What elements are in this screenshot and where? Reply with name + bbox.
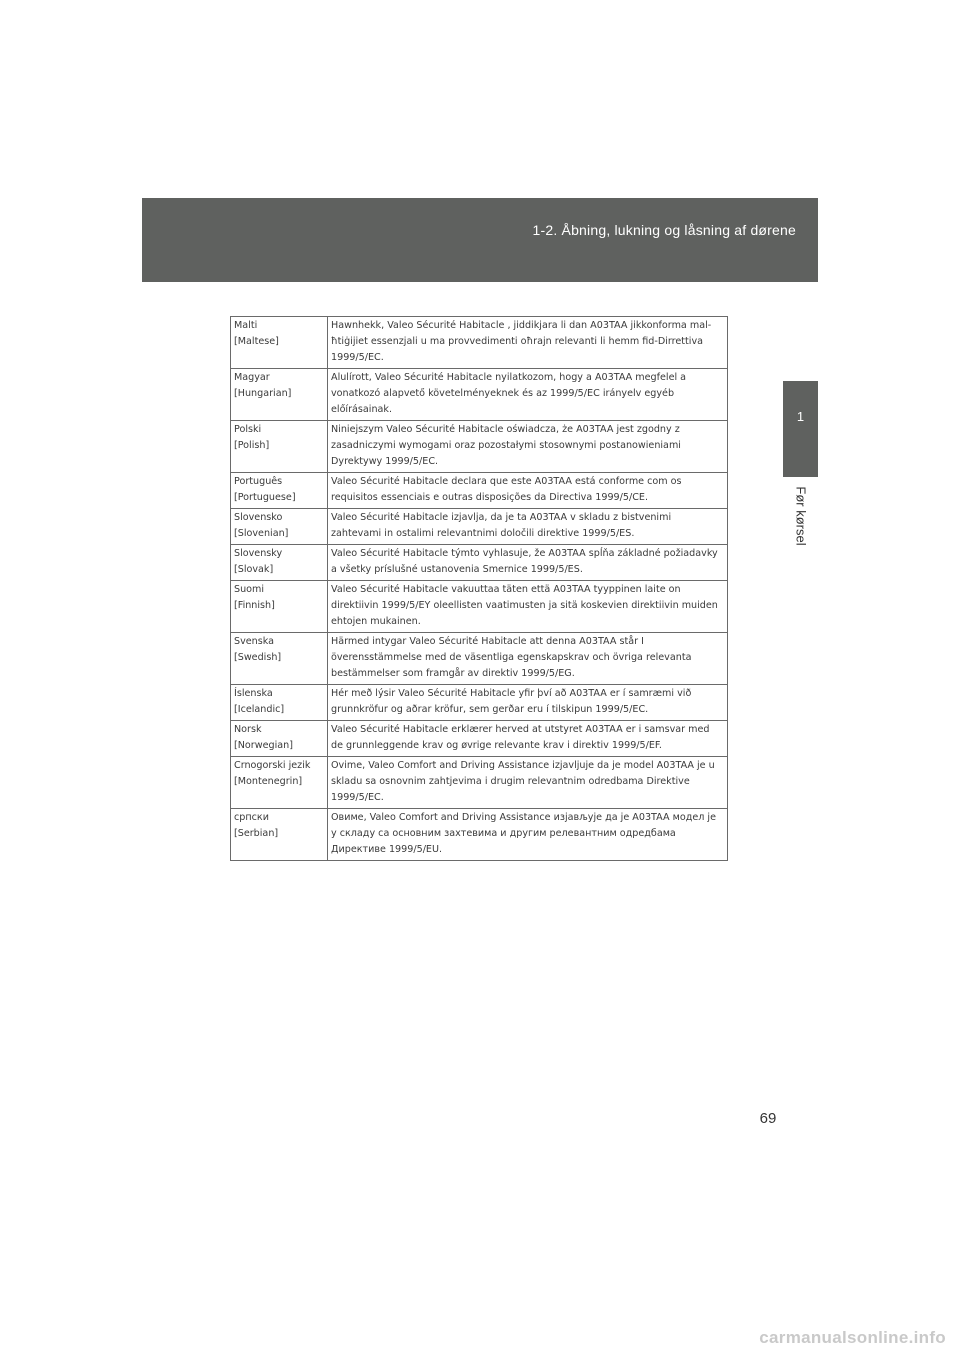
language-english-name: [Maltese]: [234, 336, 279, 347]
language-english-name: [Slovak]: [234, 564, 274, 575]
language-cell: [231, 685, 328, 721]
language-native-name: Suomi: [234, 584, 265, 595]
language-english-name: [Icelandic]: [234, 704, 285, 715]
table-row: [231, 721, 728, 757]
chapter-tab: [783, 381, 818, 477]
language-english-name: [Swedish]: [234, 652, 282, 663]
language-english-name: [Polish]: [234, 440, 270, 451]
declaration-text: Hawnhekk, Valeo Sécurité Habitacle , jiddikjara li dan A03TAA jikkonforma mal-ħtiġijiet essenzjali u ma provvedimenti oħrajn relevanti li hemm fid-Dirrettiva 1999/5/EC.: [328, 317, 728, 369]
language-cell: [231, 369, 328, 421]
chapter-label: [791, 476, 811, 556]
section-title: 1-2. Åbning, lukning og låsning af dørene: [532, 222, 796, 238]
table-row: [231, 545, 728, 581]
table-row: [231, 633, 728, 685]
language-english-name: [Finnish]: [234, 600, 275, 611]
language-cell: [231, 581, 328, 633]
table-row: [231, 421, 728, 473]
declaration-text: Niniejszym Valeo Sécurité Habitacle oświadcza, że A03TAA jest zgodny z zasadniczymi wymogami oraz pozostałymi stosownymi postanowieniami Dyrektywy 1999/5/EC.: [328, 421, 728, 473]
declaration-text: Овиме, Valeo Comfort and Driving Assistance изјављује да је A03TAA модел је у складу са основним захтевима и другим релевантним одредбама Директиве 1999/5/EU.: [328, 809, 728, 861]
language-native-name: Slovensko: [234, 512, 283, 523]
declaration-table-body: [231, 317, 728, 861]
language-native-name: Íslenska: [234, 688, 273, 699]
language-native-name: Slovensky: [234, 548, 283, 559]
table-row: [231, 369, 728, 421]
table-row: [231, 317, 728, 369]
language-cell: [231, 473, 328, 509]
language-native-name: Malti: [234, 320, 258, 331]
table-row: [231, 509, 728, 545]
watermark: carmanualsonline.info: [759, 1328, 946, 1347]
language-native-name: Magyar: [234, 372, 270, 383]
declaration-text: Valeo Sécurité Habitacle erklærer herved at utstyret A03TAA er i samsvar med de grunnleggende krav og øvrige relevante krav i direktiv 1999/5/EF.: [328, 721, 728, 757]
table-row: [231, 757, 728, 809]
chapter-number: 1: [796, 409, 805, 424]
language-native-name: српски: [234, 812, 269, 823]
language-cell: [231, 809, 328, 861]
language-cell: [231, 545, 328, 581]
language-native-name: Português: [234, 476, 283, 487]
table-row: [231, 809, 728, 861]
language-cell: [231, 633, 328, 685]
declaration-text: Valeo Sécurité Habitacle vakuuttaa täten että A03TAA tyyppinen laite on direktiivin 1999/5/EY oleellisten vaatimusten ja sitä koskevien direktiivin muiden ehtojen mukainen.: [328, 581, 728, 633]
table-row: [231, 473, 728, 509]
declaration-text: Valeo Sécurité Habitacle declara que este A03TAA está conforme com os requisitos essenciais e outras disposições da Directiva 1999/5/CE.: [328, 473, 728, 509]
language-english-name: [Portuguese]: [234, 492, 296, 503]
declaration-text: Härmed intygar Valeo Sécurité Habitacle att denna A03TAA står I överensstämmelse med de väsentliga egenskapskrav och övriga relevanta bestämmelser som framgår av direktiv 1999/5/EG.: [328, 633, 728, 685]
language-native-name: Norsk: [234, 724, 262, 735]
table-row: [231, 581, 728, 633]
language-english-name: [Serbian]: [234, 828, 279, 839]
language-cell: [231, 721, 328, 757]
language-native-name: Crnogorski jezik: [234, 760, 311, 771]
declaration-text: Valeo Sécurité Habitacle izjavlja, da je ta A03TAA v skladu z bistvenimi zahtevami in ostalimi relevantnimi določili direktive 1999/5/ES.: [328, 509, 728, 545]
language-cell: [231, 317, 328, 369]
language-native-name: Polski: [234, 424, 262, 435]
declaration-text: Alulírott, Valeo Sécurité Habitacle nyilatkozom, hogy a A03TAA megfelel a vonatkozó alapvető követelményeknek és az 1999/5/EC irányelv egyéb előírásainak.: [328, 369, 728, 421]
language-cell: [231, 757, 328, 809]
header-band: [142, 198, 818, 282]
table-row: [231, 685, 728, 721]
language-native-name: Svenska: [234, 636, 275, 647]
language-english-name: [Hungarian]: [234, 388, 292, 399]
language-cell: [231, 509, 328, 545]
declaration-text: Hér með lýsir Valeo Sécurité Habitacle yfir því að A03TAA er í samræmi við grunnkröfur og aðrar kröfur, sem gerðar eru í tilskipun 1999/5/EC.: [328, 685, 728, 721]
language-english-name: [Slovenian]: [234, 528, 289, 539]
language-english-name: [Norwegian]: [234, 740, 293, 751]
declaration-table: [230, 316, 728, 861]
declaration-text: Ovime, Valeo Comfort and Driving Assistance izjavljuje da je model A03TAA je u skladu sa osnovnim zahtjevima i drugim relevantnim odredbama Direktive 1999/5/EC.: [328, 757, 728, 809]
language-cell: [231, 421, 328, 473]
chapter-label-text: Før kørsel: [793, 486, 809, 546]
language-english-name: [Montenegrin]: [234, 776, 303, 787]
declaration-text: Valeo Sécurité Habitacle týmto vyhlasuje, že A03TAA spĺňa základné požiadavky a všetky príslušné ustanovenia Smernice 1999/5/ES.: [328, 545, 728, 581]
page-number: 69: [759, 1110, 777, 1127]
